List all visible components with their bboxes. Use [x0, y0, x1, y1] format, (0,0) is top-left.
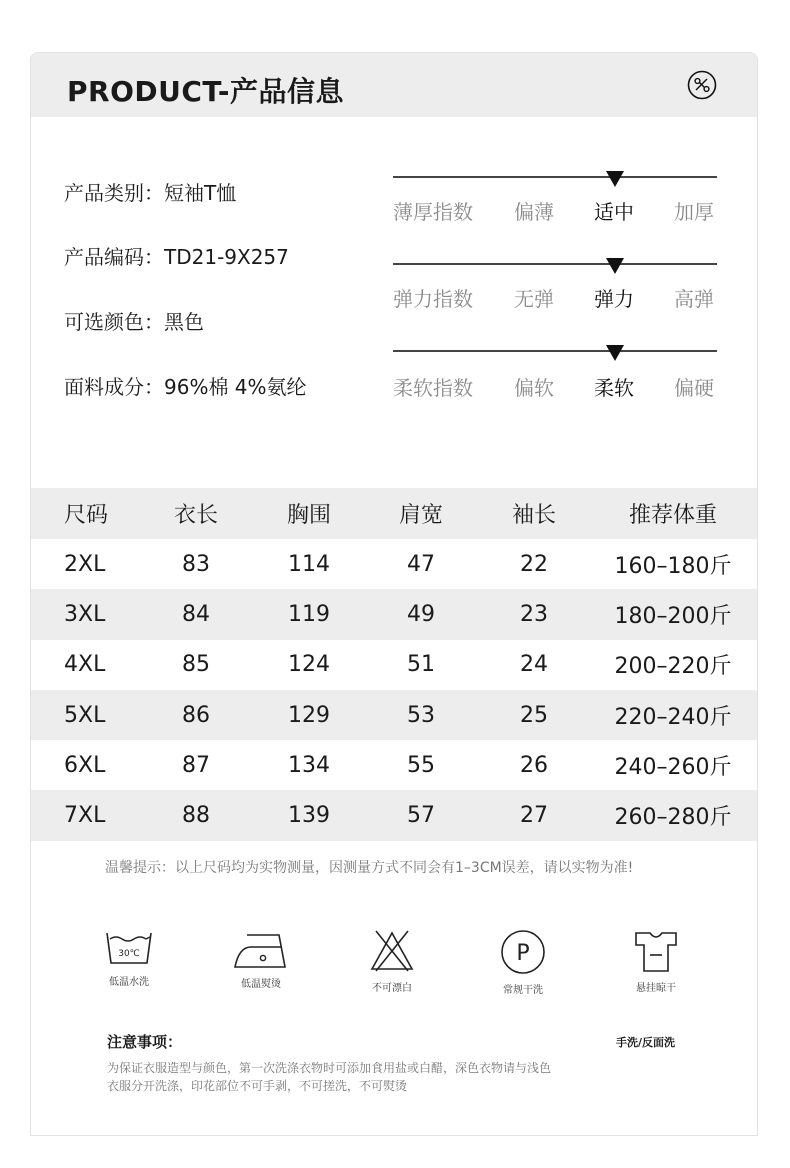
table-cell: 86 [182, 702, 210, 728]
scale-option-selected: 适中 [594, 200, 634, 224]
scale-line [393, 350, 717, 352]
size-table [31, 488, 757, 841]
care-dryclean [478, 929, 568, 996]
scale-option: 偏薄 [514, 200, 554, 224]
scale-marker-icon [606, 171, 624, 187]
table-cell: 129 [288, 702, 330, 728]
scale-option: 偏软 [514, 376, 554, 400]
table-cell: 124 [288, 652, 330, 678]
table-cell: 114 [288, 551, 330, 577]
table-cell: 26 [520, 752, 548, 778]
wash-method: 手洗/反面洗 [615, 1036, 675, 1049]
table-row [31, 589, 757, 639]
thickness-scale [393, 176, 717, 236]
table-cell: 84 [182, 601, 210, 627]
table-cell: 53 [407, 702, 435, 728]
table-cell: 85 [182, 652, 210, 678]
svg-text:30℃: 30℃ [118, 949, 140, 959]
table-cell: 4XL [64, 652, 106, 678]
scale-title: 柔软指数 [393, 376, 473, 400]
notes-title: 注意事项： [107, 1033, 183, 1051]
svg-text:P: P [516, 941, 530, 966]
table-row [31, 690, 757, 740]
measurement-tip: 温馨提示：以上尺码均为实物测量，因测量方式不同会有1–3CM误差，请以实物为准! [105, 860, 634, 876]
table-header-cell: 袖长 [511, 503, 556, 528]
care-label: 不可漂白 [372, 983, 412, 994]
table-header-cell: 衣长 [173, 503, 218, 528]
care-wash [84, 929, 174, 988]
scale-option: 高弹 [674, 287, 714, 311]
table-cell: 220–240斤 [614, 704, 732, 730]
care-bleach [347, 929, 437, 994]
scale-option-selected: 弹力 [594, 287, 634, 311]
no-bleach-icon [368, 929, 416, 973]
table-header-cell: 肩宽 [398, 503, 443, 528]
dry-clean-p-icon [500, 929, 546, 975]
header-bar [31, 53, 757, 117]
spec-fabric [64, 371, 307, 400]
spec-value: 短袖T恤 [164, 181, 237, 205]
table-cell: 51 [407, 652, 435, 678]
care-label: 悬挂晾干 [636, 983, 676, 994]
table-header-cell: 推荐体重 [628, 503, 717, 528]
table-cell: 87 [182, 752, 210, 778]
table-cell: 88 [182, 803, 210, 829]
table-header-cell: 胸围 [286, 503, 331, 528]
care-label: 低温水洗 [109, 977, 149, 988]
spec-value: TD21-9X257 [164, 245, 289, 269]
table-row [31, 539, 757, 589]
table-cell: 83 [182, 551, 210, 577]
scale-option: 偏硬 [674, 376, 714, 400]
table-cell: 200–220斤 [614, 654, 732, 680]
spec-color [64, 306, 204, 335]
scale-title: 薄厚指数 [393, 200, 473, 224]
spec-label: 产品编码： [64, 245, 164, 269]
table-row [31, 640, 757, 690]
spec-value: 黑色 [164, 310, 204, 334]
spec-label: 可选颜色： [64, 310, 164, 334]
elasticity-scale [393, 263, 717, 323]
table-cell: 3XL [64, 601, 106, 627]
table-header-row [31, 488, 757, 539]
scale-option: 加厚 [674, 200, 714, 224]
scale-option: 无弹 [514, 287, 554, 311]
scissors-circle-icon [687, 70, 717, 100]
table-cell: 139 [288, 803, 330, 829]
spec-label: 产品类别： [64, 181, 164, 205]
softness-scale [393, 350, 717, 410]
spec-code [64, 241, 289, 270]
care-label: 低温熨烫 [241, 979, 281, 990]
scale-option-selected: 柔软 [594, 376, 634, 400]
table-cell: 260–280斤 [614, 805, 732, 831]
table-cell: 47 [407, 551, 435, 577]
table-cell: 27 [520, 803, 548, 829]
scale-line [393, 263, 717, 265]
scale-marker-icon [606, 258, 624, 274]
table-cell: 119 [288, 601, 330, 627]
table-header-cell: 尺码 [64, 503, 109, 528]
care-hang [611, 929, 701, 994]
scale-marker-icon [606, 345, 624, 361]
table-cell: 55 [407, 752, 435, 778]
table-cell: 240–260斤 [614, 754, 732, 780]
table-row [31, 790, 757, 840]
table-cell: 49 [407, 601, 435, 627]
notes-line: 衣服分开洗涤，印花部位不可手剥，不可搓洗，不可熨烫 [107, 1079, 408, 1093]
spec-value: 96%棉 4%氨纶 [164, 375, 307, 399]
notes-text [107, 1059, 587, 1095]
table-cell: 6XL [64, 752, 106, 778]
scale-title: 弹力指数 [393, 287, 473, 311]
table-cell: 180–200斤 [614, 603, 732, 629]
table-cell: 57 [407, 803, 435, 829]
spec-category [64, 177, 236, 206]
scale-line [393, 176, 717, 178]
spec-label: 面料成分： [64, 375, 164, 399]
product-info-card [30, 52, 758, 1136]
table-cell: 5XL [64, 702, 106, 728]
table-cell: 24 [520, 652, 548, 678]
hang-dry-icon [634, 929, 678, 973]
page-title: PRODUCT-产品信息 [67, 75, 345, 108]
iron-low-icon [233, 929, 289, 969]
care-label: 常规干洗 [503, 985, 543, 996]
table-cell: 2XL [64, 551, 106, 577]
table-cell: 25 [520, 702, 548, 728]
table-cell: 22 [520, 551, 548, 577]
table-cell: 23 [520, 601, 548, 627]
care-iron [216, 929, 306, 990]
table-cell: 134 [288, 752, 330, 778]
table-cell: 7XL [64, 803, 106, 829]
wash-30-icon [105, 929, 153, 967]
table-cell: 160–180斤 [614, 553, 732, 579]
notes-line: 为保证衣服造型与颜色，第一次洗涤衣物时可添加食用盐或白醋，深色衣物请与浅色 [107, 1061, 552, 1075]
table-row [31, 740, 757, 790]
